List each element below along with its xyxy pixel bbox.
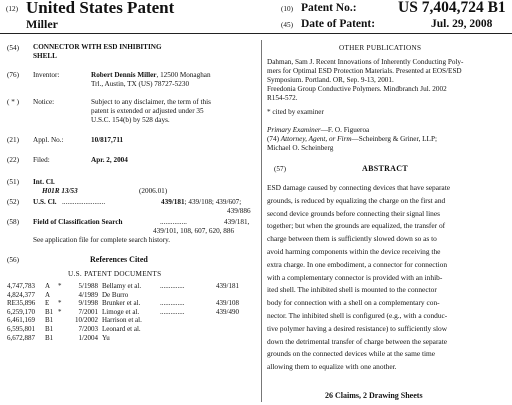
ref-date: 5/1988 xyxy=(78,282,98,290)
ref-kind: B1 xyxy=(45,324,54,333)
inventor-line2: Trl., Austin, TX (US) 78727-5230 xyxy=(91,80,190,88)
notice-line1: Subject to any disclaimer, the term of this xyxy=(91,98,211,106)
filed-code: (22) xyxy=(7,156,19,164)
ref-dots: .............. xyxy=(160,299,185,308)
ref-name: Leonard et al. xyxy=(102,324,141,333)
uscl-label: U.S. Cl. xyxy=(33,198,57,206)
ref-date: 7/2003 xyxy=(78,324,98,333)
inventor-address: , 12500 Monaghan xyxy=(156,71,211,79)
ref-number: 6,461,169 xyxy=(7,316,35,325)
abstract-heading: ABSTRACT xyxy=(362,164,408,173)
header-rule xyxy=(0,33,512,34)
intcl-code: (51) xyxy=(7,178,19,186)
ref-name: Harrison et al. xyxy=(102,316,142,325)
abstract-line: together; but when the grounds are equalized, the transfer of xyxy=(267,221,446,231)
intcl-label: Int. Cl. xyxy=(33,178,55,186)
attorney-label: Attorney, Agent, or Firm xyxy=(280,135,352,143)
abstract-line: second device grounds before connecting their signal lines xyxy=(267,208,441,218)
reference-row xyxy=(7,291,241,300)
inventor-surname: Miller xyxy=(26,17,58,31)
refs-heading: References Cited xyxy=(90,255,148,264)
filed-date: Apr. 2, 2004 xyxy=(91,156,128,164)
attorney-code: (74) xyxy=(267,135,279,143)
appl-number: 10/817,711 xyxy=(91,136,124,144)
header-code-45: (45) xyxy=(281,21,293,29)
ref-star: * xyxy=(58,307,62,316)
field-label: Field of Classification Search xyxy=(33,218,123,226)
reference-row xyxy=(7,325,241,334)
abstract-line: charge between them is sufficiently slowed down so as to xyxy=(267,234,437,244)
refs-subheading: U.S. PATENT DOCUMENTS xyxy=(68,270,162,278)
ref-kind: A xyxy=(45,282,51,290)
abstract-line: grounds on the connected devices while at the same time xyxy=(267,349,436,359)
reference-row xyxy=(7,299,241,308)
reference-row xyxy=(7,334,241,343)
attorney-line2: Michael O. Scheinberg xyxy=(267,144,334,152)
ref-kind: A xyxy=(45,290,51,299)
ref-star: * xyxy=(58,282,62,290)
uscl-main: 439/181 xyxy=(161,198,185,206)
ref-class: 439/490 xyxy=(216,307,239,316)
ref-number: 6,259,170 xyxy=(7,307,35,316)
references-table xyxy=(7,282,241,342)
pub1-line3: Symposium. Portland. OR, Sep. 9-13, 2001. xyxy=(267,76,394,84)
abstract-line: grounds, is reduced by equalizing the charge on the first and xyxy=(267,195,446,205)
inventor-code: (76) xyxy=(7,71,19,79)
inventor-label: Inventor: xyxy=(33,71,60,79)
ref-star xyxy=(58,291,68,300)
ref-dots: .............. xyxy=(160,282,185,290)
filed-label: Filed: xyxy=(33,156,50,164)
abstract-line: extra charge. In one embodiment, a connector for connection xyxy=(267,259,448,269)
reference-row xyxy=(7,308,241,317)
intcl-class: H01R 13/53 xyxy=(42,187,78,195)
ref-class xyxy=(216,325,241,334)
primary-examiner-name: —F. O. Figueroa xyxy=(320,126,370,134)
references-table-wrap xyxy=(7,282,241,342)
uscl-line2: 439/886 xyxy=(227,207,251,215)
ref-number: 4,747,783 xyxy=(7,282,35,290)
ref-kind: B1 xyxy=(45,316,54,325)
other-pubs-heading: OTHER PUBLICATIONS xyxy=(339,44,422,52)
abstract-line: tive polymer having a desired resistance) to sufficiently slow xyxy=(267,323,448,333)
ref-dots: .............. xyxy=(160,307,185,316)
abstract-line: with a complementary connector is provided with an inhib- xyxy=(267,272,443,282)
ref-dots xyxy=(160,316,216,325)
ref-star xyxy=(58,316,68,325)
ref-number: 6,595,801 xyxy=(7,324,35,333)
title-code: (54) xyxy=(7,44,19,52)
ref-number: 4,824,377 xyxy=(7,290,35,299)
date-of-patent: Jul. 29, 2008 xyxy=(431,18,493,30)
appl-code: (21) xyxy=(7,136,19,144)
uscl-rest: ; 439/108; 439/607; xyxy=(184,198,242,206)
cited-by-examiner: * cited by examiner xyxy=(267,108,324,116)
ref-kind: B1 xyxy=(45,333,54,342)
abstract-line: avoid harming components within the device receiving the xyxy=(267,246,441,256)
ref-number: RE35,896 xyxy=(7,299,36,308)
notice-code: ( * ) xyxy=(7,98,19,106)
primary-examiner xyxy=(267,126,369,135)
ref-date: 7/2001 xyxy=(78,307,98,316)
invention-title-line2: SHELL xyxy=(33,52,57,60)
invention-title-line1: CONNECTOR WITH ESD INHIBITING xyxy=(33,43,162,51)
field-line2: 439/101, 108, 607, 620, 886 xyxy=(153,227,235,235)
ref-name: Bellamy et al. xyxy=(102,282,142,290)
patent-title: United States Patent xyxy=(26,0,175,17)
attorney-name: —Scheinberg & Griner, LLP; xyxy=(351,135,437,143)
patent-number: US 7,404,724 B1 xyxy=(398,0,506,16)
reference-row xyxy=(7,282,241,291)
header-code-12: (12) xyxy=(6,5,18,13)
ref-name: Yu xyxy=(102,333,110,342)
ref-class xyxy=(216,334,241,343)
field-line1: 439/181, xyxy=(224,218,250,226)
ref-class xyxy=(216,291,241,300)
ref-star xyxy=(58,334,68,343)
abstract-body xyxy=(267,182,511,374)
inventor-name: Robert Dennis Miller xyxy=(91,71,157,79)
ref-dots xyxy=(160,334,216,343)
notice-label: Notice: xyxy=(33,98,55,106)
ref-class: 439/181 xyxy=(216,282,239,290)
abstract-line: nector. The inhibited shell is configured (e.g., with a conduc- xyxy=(267,310,448,320)
abstract-line: down the detrimental transfer of charge between the separate xyxy=(267,336,448,346)
pub1-line2: mers for Optimal ESD Protection Materials. Presented at EOS/ESD xyxy=(267,67,462,75)
abstract-line: body for connection with a shell on a complementary con- xyxy=(267,298,440,308)
patent-no-label: Patent No.: xyxy=(301,2,357,14)
column-divider xyxy=(261,40,262,402)
ref-name: De Burro xyxy=(102,290,129,299)
pub2-line1: Freedonia Group Conductive Polymers. Mindbranch Jul. 2002 xyxy=(267,85,447,93)
uscl-dots: ........................ xyxy=(62,198,106,206)
ref-date: 1/2004 xyxy=(78,333,98,342)
notice-line2: patent is extended or adjusted under 35 xyxy=(91,107,204,115)
field-dots: ............... xyxy=(160,218,187,226)
abstract-line: allowing them to equalize with one another. xyxy=(267,362,397,372)
ref-dots xyxy=(160,291,216,300)
intcl-date: (2006.01) xyxy=(139,187,168,195)
notice-line3: U.S.C. 154(b) by 528 days. xyxy=(91,116,170,124)
ref-kind: B1 xyxy=(45,307,54,316)
ref-date: 4/1989 xyxy=(78,290,98,299)
abstract-code: (57) xyxy=(274,165,286,173)
attorney-line1 xyxy=(267,135,437,144)
primary-examiner-label: Primary Examiner xyxy=(267,126,321,134)
pub2-line2: R154-572. xyxy=(267,94,298,102)
ref-star: * xyxy=(58,299,62,308)
ref-date: 10/2002 xyxy=(75,316,98,325)
appl-label: Appl. No.: xyxy=(33,136,64,144)
field-code: (58) xyxy=(7,218,19,226)
ref-dots xyxy=(160,325,216,334)
ref-class xyxy=(216,316,241,325)
ref-star xyxy=(58,325,68,334)
field-line3: See application file for complete search history. xyxy=(33,236,171,244)
refs-code: (56) xyxy=(7,256,19,264)
ref-kind: E xyxy=(45,299,50,308)
reference-row xyxy=(7,316,241,325)
ref-date: 9/1998 xyxy=(78,299,98,308)
ref-name: Brunker et al. xyxy=(102,299,141,308)
abstract-line: ESD damage caused by connecting devices that have separate xyxy=(267,183,451,192)
pub1-line1: Dahman, Sam J. Recent Innovations of Inherently Conducting Poly- xyxy=(267,58,464,66)
date-of-patent-label: Date of Patent: xyxy=(301,18,376,30)
ref-class: 439/108 xyxy=(216,299,239,308)
ref-name: Limoge et al. xyxy=(102,307,140,316)
inventor-line1 xyxy=(91,71,211,80)
claims-summary: 26 Claims, 2 Drawing Sheets xyxy=(325,391,423,400)
ref-number: 6,672,887 xyxy=(7,333,35,342)
abstract-line: ited shell. The inhibited shell is mounted to the connector xyxy=(267,285,437,295)
uscl-classes xyxy=(161,198,241,207)
header-code-10: (10) xyxy=(281,5,293,13)
uscl-code: (52) xyxy=(7,198,19,206)
